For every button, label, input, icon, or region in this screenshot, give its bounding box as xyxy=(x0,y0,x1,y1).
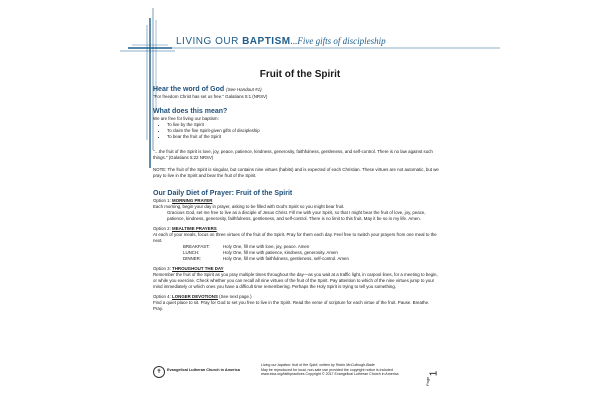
handout-note: (See Handout #1) xyxy=(226,87,262,92)
page-number-box xyxy=(425,360,439,390)
option-label: Option 4: xyxy=(153,294,173,299)
morning-prayer-text: Gracious God, set me free to live as a disciple of Jesus Christ. Fill me with your Spirit, so that I might bear the fruit of love, joy, peace, patience, kindness, generosity, faithfulness, gentleness, and self-control. There is no limit to this fruit. May it be so in my life. Amen. xyxy=(167,210,426,221)
brand-bold: BAPTISM xyxy=(242,36,291,47)
footer-line-2: May be reproduced for local, non-sale use provided the copyright notice is included xyxy=(261,367,394,372)
meal-prayer-row xyxy=(153,256,440,262)
section-daily-prayer xyxy=(153,189,440,316)
footer-line-1: Living our baptism: fruit of the Spirit, written by Robin McCullough-Bade xyxy=(261,363,375,367)
option-label: Option 2: xyxy=(153,226,173,231)
option-4-text: Find a quiet place to sit. Pray for God to set you free to live in the Spirit. Read the verse of scripture for each virtue of the fruit. Pause. Breathe. Pray. xyxy=(153,300,430,311)
option-note: (See next page.) xyxy=(217,294,252,299)
option-title: THROUGHOUT THE DAY xyxy=(172,266,224,271)
section-heading-meaning: What does this mean? xyxy=(153,108,228,115)
list-item: • To live by the Spirit xyxy=(167,122,440,128)
brand-subtitle: ...Five gifts of discipleship xyxy=(290,36,386,46)
footer-line-3: www.elca.org/faithpractices Copyright © 2017 Evangelical Lutheran Church in America xyxy=(261,372,399,376)
option-1-text: Each morning, begin your day in prayer, asking to be filled with God's Spirit so you might bear fruit. xyxy=(153,204,345,209)
document-title: Fruit of the Spirit xyxy=(259,69,341,80)
footer-credits xyxy=(261,363,431,377)
meal-text: Holy One, fill me with love, joy, peace. Amen xyxy=(223,244,310,249)
meaning-intro: We are free for living our baptism: xyxy=(153,116,219,121)
option-label: Option 1: xyxy=(153,198,173,203)
galatians-quote: "…the fruit of the Spirit is love, joy, peace, patience, kindness, generosity, faithfulness, gentleness, and self-control. There is no law against such things." (Galatians 5:22 NRSV) xyxy=(153,149,433,160)
meal-text: Holy One, fill me with faithfulness, gentleness, self-control. Amen xyxy=(223,256,349,261)
meal-label: BREAKFAST: xyxy=(183,244,210,249)
section-meaning xyxy=(153,107,440,183)
virtues-note: NOTE: The fruit of the Spirit is singular, but contains nine virtues (habits) and is expected of each Christian. These virtues are not automatic, but we pray to live in the Spirit and bear the fruit of the Spirit. xyxy=(153,167,439,178)
section-heading-prayer: Our Daily Diet of Prayer: Fruit of the Spirit xyxy=(153,190,293,197)
option-3-text: Remember the fruit of the Spirit as you pray multiple times throughout the day—as you wait at a traffic light, in carpool lines, for a meeting to begin, or while you exercise. Check whether you can recall all nine virtues of the fruit of the Spirit. Pay attention to which of the nine virtues jump to your mind immediately or which ones you have a difficult time remembering. Perhaps the Holy Spirit is trying to tell you something. xyxy=(153,272,438,289)
meaning-list xyxy=(153,122,440,140)
meal-label: DINNER: xyxy=(183,256,202,261)
option-title: LONGER DEVOTIONS xyxy=(172,294,218,299)
page-label: Page xyxy=(425,376,430,386)
option-title: MORNING PRAYER xyxy=(172,198,213,203)
section-heading-hear xyxy=(153,85,440,94)
list-item: • To claim the five Spirit-given gifts of discipleship xyxy=(167,128,440,134)
brand-prefix: LIVING OUR xyxy=(176,36,243,47)
list-item: • To bear the fruit of the Spirit xyxy=(167,134,440,140)
footer-org: Evangelical Lutheran Church in America xyxy=(167,368,240,372)
brand-header xyxy=(176,36,386,47)
scripture-text: "For freedom Christ has set us free." Galatians 5:1 (NRSV) xyxy=(153,94,268,99)
page-footer xyxy=(153,360,440,388)
meal-label: LUNCH: xyxy=(183,250,200,255)
elca-cross-icon: ✝ xyxy=(153,366,165,378)
page-number: 1 xyxy=(428,370,440,377)
heading-text: Hear the word of God xyxy=(153,86,225,93)
meal-text: Holy One, fill me with patience, kindness, generosity. Amen xyxy=(223,250,338,255)
option-2-text: At each of your meals, focus on three virtues of the fruit of the Spirit. Pray for them each day. Feel free to switch your prayers from one meal to the next. xyxy=(153,232,437,243)
option-label: Option 3: xyxy=(153,266,173,271)
option-title: MEALTIME PRAYERS xyxy=(172,226,217,231)
section-hear-word xyxy=(153,85,440,104)
